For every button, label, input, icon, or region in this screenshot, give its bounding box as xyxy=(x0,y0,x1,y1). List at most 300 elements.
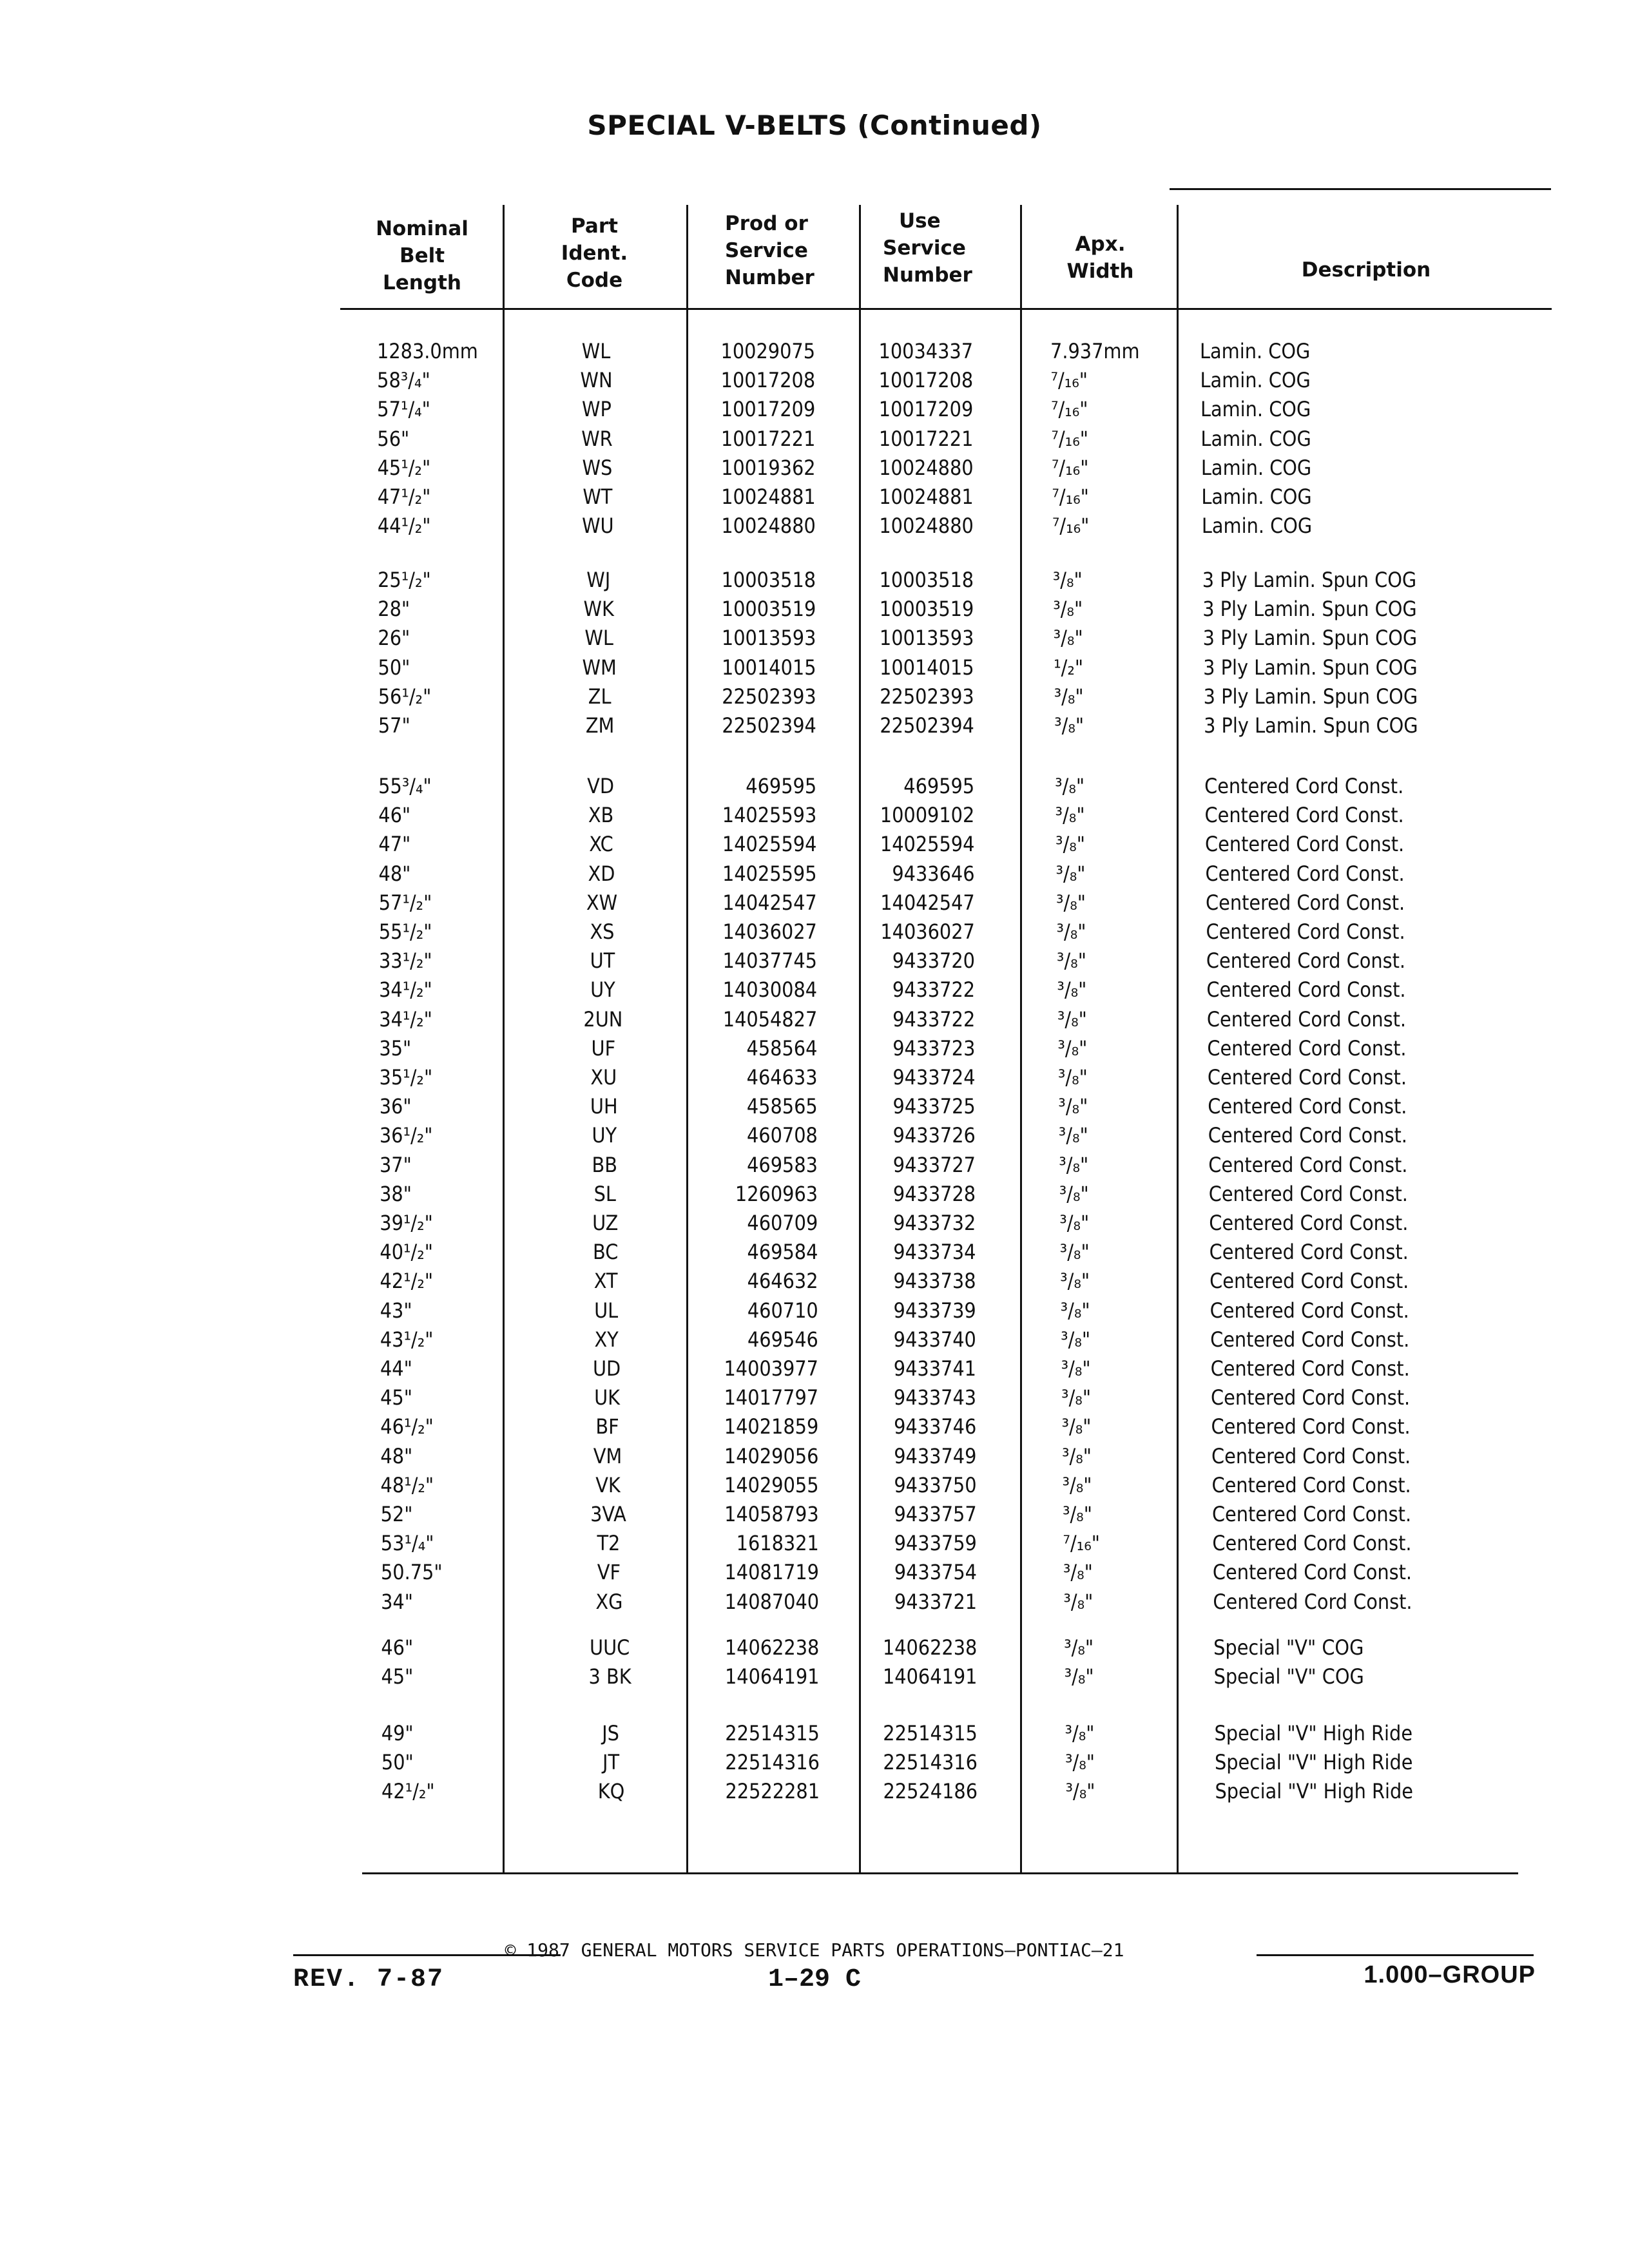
cell-code: XC xyxy=(589,832,613,857)
cell-length: 44¹/₂" xyxy=(377,514,431,539)
cell-width: ³/₈" xyxy=(1055,803,1085,828)
cell-desc: 3 Ply Lamin. Spun COG xyxy=(1202,568,1417,592)
cell-desc: Centered Cord Const. xyxy=(1208,1123,1407,1148)
cell-width: ³/₈" xyxy=(1065,1750,1095,1775)
cell-width: ⁷/₁₆" xyxy=(1052,485,1089,509)
cell-desc: Centered Cord Const. xyxy=(1210,1327,1410,1352)
cell-prod: 22522281 xyxy=(725,1779,820,1804)
cell-code: WU xyxy=(582,514,614,539)
cell-length: 48¹/₂" xyxy=(380,1472,434,1497)
column-divider-2 xyxy=(686,205,688,1874)
cell-desc: Centered Cord Const. xyxy=(1209,1211,1409,1235)
cell-length: 50" xyxy=(381,1750,414,1775)
cell-prod: 464633 xyxy=(746,1065,818,1090)
cell-code: BF xyxy=(595,1414,619,1439)
cell-desc: Centered Cord Const. xyxy=(1208,1152,1408,1177)
cell-desc: 3 Ply Lamin. Spun COG xyxy=(1204,713,1418,738)
cell-prod: 10003519 xyxy=(721,597,816,622)
cell-width: ³/₈" xyxy=(1060,1269,1090,1294)
cell-prod: 10014015 xyxy=(722,655,816,680)
cell-prod: 14017797 xyxy=(724,1385,819,1410)
cell-desc: 3 Ply Lamin. Spun COG xyxy=(1203,655,1418,680)
cell-use: 9433720 xyxy=(892,948,975,974)
cell-prod: 10003518 xyxy=(721,568,816,592)
cell-desc: Centered Cord Const. xyxy=(1206,977,1406,1003)
header-prod-service-number: Prod or Service Number xyxy=(725,212,815,289)
cell-desc: Centered Cord Const. xyxy=(1211,1443,1411,1468)
cell-length: 43" xyxy=(380,1298,412,1323)
cell-use: 9433746 xyxy=(894,1414,977,1439)
cell-code: WT xyxy=(583,485,613,509)
cell-width: 7.937mm xyxy=(1050,339,1140,363)
cell-prod: 14025593 xyxy=(722,803,817,828)
cell-width: ³/₈" xyxy=(1065,1779,1095,1804)
cell-width: ³/₈" xyxy=(1052,568,1083,592)
cell-length: 57¹/₄" xyxy=(377,397,430,422)
cell-length: 47¹/₂" xyxy=(377,485,431,509)
cell-desc: Centered Cord Const. xyxy=(1207,1035,1407,1061)
header-apx-width: Apx. Width xyxy=(1066,233,1134,283)
cell-width: ³/₈" xyxy=(1053,626,1083,651)
cell-length: 45" xyxy=(380,1385,412,1410)
cell-width: ³/₈" xyxy=(1063,1560,1093,1585)
cell-code: T2 xyxy=(597,1531,621,1556)
cell-length: 37" xyxy=(379,1152,412,1177)
cell-prod: 14081719 xyxy=(724,1560,819,1585)
cell-length: 46" xyxy=(378,803,411,828)
cell-desc: Centered Cord Const. xyxy=(1212,1560,1412,1585)
cell-width: ³/₈" xyxy=(1061,1356,1091,1381)
cell-code: XW xyxy=(586,890,618,915)
cell-code: WS xyxy=(582,455,613,480)
cell-width: ³/₈" xyxy=(1059,1152,1089,1177)
cell-code: UD xyxy=(592,1356,621,1381)
cell-use: 9433739 xyxy=(893,1298,976,1323)
cell-prod: 14064191 xyxy=(724,1664,820,1689)
cell-desc: Centered Cord Const. xyxy=(1205,890,1405,915)
cell-code: BB xyxy=(592,1152,617,1177)
cell-code: UY xyxy=(592,1123,617,1148)
cell-use: 9433743 xyxy=(893,1385,977,1410)
cell-desc: Centered Cord Const. xyxy=(1208,1181,1408,1206)
cell-use: 9433727 xyxy=(892,1152,976,1177)
cell-code: WJ xyxy=(586,568,611,592)
cell-desc: Centered Cord Const. xyxy=(1210,1298,1409,1323)
cell-use: 469595 xyxy=(903,774,975,798)
cell-use: 10003518 xyxy=(879,568,974,592)
cell-use: 10014015 xyxy=(880,655,974,680)
cell-code: UK xyxy=(594,1385,621,1410)
cell-use: 10017208 xyxy=(878,368,974,393)
cell-width: ³/₈" xyxy=(1065,1721,1095,1745)
cell-use: 10013593 xyxy=(879,626,974,651)
cell-code: UF xyxy=(591,1035,616,1061)
cell-code: WL xyxy=(581,339,611,363)
cell-use: 22514315 xyxy=(883,1721,978,1745)
cell-code: UUC xyxy=(589,1635,630,1660)
cell-length: 42¹/₂" xyxy=(380,1269,434,1294)
cell-code: 3 BK xyxy=(588,1664,631,1689)
cell-code: UY xyxy=(590,977,615,1003)
cell-width: ³/₈" xyxy=(1064,1664,1094,1689)
cell-use: 10024880 xyxy=(879,455,974,480)
cell-code: KQ xyxy=(597,1779,625,1804)
cell-length: 53¹/₄" xyxy=(380,1531,434,1556)
cell-length: 56" xyxy=(377,426,410,451)
cell-use: 9433750 xyxy=(894,1472,977,1497)
cell-prod: 10029075 xyxy=(720,339,815,363)
cell-width: ³/₈" xyxy=(1064,1635,1094,1660)
cell-length: 36" xyxy=(379,1094,412,1119)
cell-prod: 1618321 xyxy=(736,1531,819,1556)
cell-length: 34" xyxy=(381,1589,413,1614)
cell-desc: Centered Cord Const. xyxy=(1206,1006,1407,1032)
cell-code: XS xyxy=(590,919,615,944)
table-bottom-rule xyxy=(362,1872,1518,1874)
cell-desc: Lamin. COG xyxy=(1201,514,1313,539)
cell-use: 9433722 xyxy=(892,977,976,1003)
cell-code: VF xyxy=(597,1560,621,1585)
cell-code: UH xyxy=(590,1094,618,1119)
cell-prod: 469583 xyxy=(747,1152,818,1177)
cell-prod: 22514315 xyxy=(725,1721,820,1745)
cell-desc: Lamin. COG xyxy=(1200,368,1311,393)
cell-use: 9433741 xyxy=(893,1356,976,1381)
cell-width: ³/₈" xyxy=(1055,890,1086,915)
cell-desc: Centered Cord Const. xyxy=(1213,1589,1412,1614)
cell-use: 9433740 xyxy=(893,1327,976,1352)
cell-code: XD xyxy=(588,861,615,886)
cell-prod: 460708 xyxy=(746,1123,818,1148)
cell-width: ³/₈" xyxy=(1053,597,1083,622)
cell-code: XB xyxy=(588,803,614,828)
cell-desc: Centered Cord Const. xyxy=(1210,1356,1410,1381)
cell-width: ³/₈" xyxy=(1062,1472,1092,1497)
cell-length: 33¹/₂" xyxy=(378,948,432,974)
cell-length: 25¹/₂" xyxy=(378,568,431,592)
cell-desc: Centered Cord Const. xyxy=(1208,1094,1407,1119)
header-description: Description xyxy=(1301,258,1431,282)
cell-desc: 3 Ply Lamin. Spun COG xyxy=(1203,684,1418,709)
cell-code: UL xyxy=(594,1298,619,1323)
cell-prod: 469546 xyxy=(747,1327,818,1352)
cell-length: 26" xyxy=(378,626,410,651)
cell-width: ³/₈" xyxy=(1062,1502,1092,1526)
cell-code: XY xyxy=(594,1327,619,1352)
cell-prod: 14087040 xyxy=(724,1589,820,1614)
cell-prod: 10017221 xyxy=(720,426,816,451)
cell-length: 28" xyxy=(378,597,410,622)
cell-desc: Special "V" High Ride xyxy=(1214,1750,1413,1775)
cell-code: WP xyxy=(582,397,612,422)
cell-code: BC xyxy=(593,1240,619,1265)
cell-prod: 14029056 xyxy=(724,1443,819,1468)
cell-desc: Centered Cord Const. xyxy=(1211,1472,1411,1497)
cell-width: ³/₈" xyxy=(1061,1327,1091,1352)
cell-use: 14042547 xyxy=(880,890,975,915)
cell-code: XG xyxy=(595,1589,623,1614)
cell-prod: 14029055 xyxy=(724,1472,819,1497)
cell-length: 38" xyxy=(380,1181,412,1206)
cell-use: 14036027 xyxy=(880,919,975,944)
cell-code: XU xyxy=(590,1065,617,1090)
cell-length: 42¹/₂" xyxy=(381,1779,435,1804)
cell-length: 46¹/₂" xyxy=(380,1414,434,1439)
cell-width: ³/₈" xyxy=(1054,713,1084,738)
cell-width: ³/₈" xyxy=(1055,861,1086,886)
cell-code: VM xyxy=(593,1443,622,1468)
cell-width: ³/₈" xyxy=(1059,1240,1090,1265)
cell-width: ³/₈" xyxy=(1059,1211,1090,1235)
cell-use: 9433757 xyxy=(894,1502,977,1526)
cell-width: ³/₈" xyxy=(1063,1589,1094,1614)
cell-prod: 14021859 xyxy=(724,1414,819,1439)
cell-width: ³/₈" xyxy=(1059,1181,1089,1206)
cell-length: 1283.0mm xyxy=(377,339,478,363)
cell-prod: 458565 xyxy=(746,1094,818,1119)
cell-desc: Centered Cord Const. xyxy=(1211,1502,1412,1526)
revision-label: REV. 7-87 xyxy=(293,1965,445,1994)
cell-use: 14062238 xyxy=(882,1635,978,1660)
cell-prod: 458564 xyxy=(746,1035,818,1061)
cell-code: VK xyxy=(595,1472,621,1497)
cell-use: 9433722 xyxy=(892,1006,976,1032)
cell-length: 47" xyxy=(378,832,411,857)
cell-desc: Lamin. COG xyxy=(1200,426,1311,451)
cell-width: ³/₈" xyxy=(1056,948,1086,974)
cell-code: WR xyxy=(581,426,613,451)
cell-length: 56¹/₂" xyxy=(378,684,432,709)
cell-desc: Lamin. COG xyxy=(1201,485,1312,509)
cell-use: 9433759 xyxy=(894,1531,977,1556)
cell-prod: 1260963 xyxy=(735,1181,818,1206)
cell-use: 9433646 xyxy=(892,861,975,886)
cell-width: ³/₈" xyxy=(1057,1065,1088,1090)
cell-use: 22514316 xyxy=(883,1750,978,1775)
cell-length: 57" xyxy=(378,713,410,738)
cell-prod: 464632 xyxy=(747,1269,818,1294)
cell-code: SL xyxy=(593,1181,616,1206)
cell-width: ³/₈" xyxy=(1056,919,1086,944)
cell-length: 44" xyxy=(380,1356,412,1381)
column-divider-3 xyxy=(859,205,861,1874)
cell-use: 22502394 xyxy=(880,713,974,738)
cell-desc: Centered Cord Const. xyxy=(1206,919,1405,944)
cell-desc: Centered Cord Const. xyxy=(1204,774,1404,798)
cell-desc: Special "V" High Ride xyxy=(1215,1779,1413,1804)
cell-use: 9433738 xyxy=(893,1269,976,1294)
cell-length: 40¹/₂" xyxy=(380,1240,434,1265)
cell-prod: 10017208 xyxy=(720,368,816,393)
cell-prod: 14003977 xyxy=(724,1356,818,1381)
cell-desc: Lamin. COG xyxy=(1200,339,1311,363)
cell-width: ⁷/₁₆" xyxy=(1051,455,1089,480)
cell-desc: 3 Ply Lamin. Spun COG xyxy=(1202,597,1417,622)
cell-width: ⁷/₁₆" xyxy=(1050,368,1088,393)
cell-desc: Special "V" High Ride xyxy=(1214,1721,1413,1745)
group-label: 1.000–GROUP xyxy=(1364,1961,1536,1988)
cell-width: ³/₈" xyxy=(1061,1385,1092,1410)
cell-desc: Centered Cord Const. xyxy=(1204,803,1404,828)
cell-width: ⁷/₁₆" xyxy=(1063,1531,1100,1556)
cell-desc: Centered Cord Const. xyxy=(1211,1414,1411,1439)
cell-code: 2UN xyxy=(583,1006,623,1032)
footer-copyright: © 1987 GENERAL MOTORS SERVICE PARTS OPERATIONS—PONTIAC—21 xyxy=(505,1939,1124,1961)
cell-length: 55³/₄" xyxy=(378,774,432,798)
cell-desc: Special "V" COG xyxy=(1213,1635,1364,1660)
cell-length: 58³/₄" xyxy=(377,368,430,393)
cell-code: WK xyxy=(583,597,614,622)
cell-code: WM xyxy=(582,655,617,680)
cell-desc: Centered Cord Const. xyxy=(1205,832,1405,857)
cell-length: 48" xyxy=(380,1443,413,1468)
cell-length: 55¹/₂" xyxy=(378,919,432,944)
cell-desc: Centered Cord Const. xyxy=(1206,948,1406,974)
cell-use: 9433724 xyxy=(892,1065,976,1090)
cell-prod: 10017209 xyxy=(720,397,816,422)
column-divider-4 xyxy=(1020,205,1022,1874)
cell-width: ³/₈" xyxy=(1054,684,1084,709)
cell-length: 34¹/₂" xyxy=(379,1006,432,1032)
cell-use: 10017221 xyxy=(878,426,974,451)
cell-width: ¹/₂" xyxy=(1054,655,1084,680)
cell-code: WL xyxy=(584,626,613,651)
page-title: SPECIAL V-BELTS (Continued) xyxy=(587,110,1042,141)
cell-prod: 10013593 xyxy=(721,626,816,651)
cell-code: ZM xyxy=(585,713,615,738)
cell-length: 36¹/₂" xyxy=(379,1123,433,1148)
cell-code: 3VA xyxy=(590,1502,626,1526)
cell-prod: 14037745 xyxy=(722,948,817,974)
cell-desc: Lamin. COG xyxy=(1200,397,1311,422)
cell-length: 52" xyxy=(380,1502,413,1526)
cell-desc: Special "V" COG xyxy=(1213,1664,1364,1689)
cell-use: 10009102 xyxy=(880,803,975,828)
cell-length: 45¹/₂" xyxy=(377,455,431,480)
cell-code: WN xyxy=(580,368,613,393)
cell-prod: 14042547 xyxy=(722,890,817,915)
cell-code: JT xyxy=(602,1750,620,1775)
cell-use: 9433723 xyxy=(892,1035,976,1061)
cell-use: 9433732 xyxy=(893,1211,976,1235)
cell-prod: 460710 xyxy=(747,1298,818,1323)
cell-prod: 14036027 xyxy=(722,919,817,944)
cell-length: 45" xyxy=(381,1664,414,1689)
cell-prod: 10024881 xyxy=(721,485,816,509)
cell-use: 22502393 xyxy=(880,684,974,709)
cell-use: 9433749 xyxy=(894,1443,977,1468)
cell-desc: Centered Cord Const. xyxy=(1205,861,1405,886)
cell-width: ³/₈" xyxy=(1055,774,1085,798)
cell-prod: 460709 xyxy=(747,1211,818,1235)
cell-width: ³/₈" xyxy=(1058,1123,1088,1148)
cell-use: 9433725 xyxy=(892,1094,976,1119)
cell-code: UZ xyxy=(592,1211,619,1235)
cell-width: ³/₈" xyxy=(1060,1298,1090,1323)
cell-width: ⁷/₁₆" xyxy=(1051,426,1088,451)
header-part-ident-code: Part Ident. Code xyxy=(561,215,628,292)
cell-length: 46" xyxy=(381,1635,414,1660)
cell-use: 9433726 xyxy=(892,1123,976,1148)
cell-length: 49" xyxy=(381,1721,414,1745)
cell-width: ³/₈" xyxy=(1061,1414,1092,1439)
cell-prod: 469584 xyxy=(747,1240,818,1265)
cell-use: 9433734 xyxy=(893,1240,976,1265)
page-number: 1–29 C xyxy=(767,1965,862,1994)
cell-prod: 22514316 xyxy=(725,1750,820,1775)
cell-code: UT xyxy=(590,948,615,974)
cell-prod: 22502393 xyxy=(722,684,816,709)
cell-prod: 14025594 xyxy=(722,832,817,857)
cell-desc: Centered Cord Const. xyxy=(1210,1269,1409,1294)
cell-length: 50.75" xyxy=(380,1560,443,1585)
cell-length: 50" xyxy=(378,655,410,680)
cell-code: VD xyxy=(587,774,614,798)
cell-code: JS xyxy=(602,1721,619,1745)
cell-prod: 14058793 xyxy=(724,1502,819,1526)
cell-code: ZL xyxy=(588,684,612,709)
cell-use: 10034337 xyxy=(878,339,973,363)
cell-prod: 10024880 xyxy=(721,514,816,539)
cell-width: ³/₈" xyxy=(1057,1006,1087,1032)
cell-prod: 22502394 xyxy=(722,713,816,738)
cell-length: 34¹/₂" xyxy=(379,977,432,1003)
table-top-rule xyxy=(1170,188,1551,190)
cell-width: ³/₈" xyxy=(1057,1035,1088,1061)
cell-width: ⁷/₁₆" xyxy=(1052,514,1090,539)
cell-use: 9433754 xyxy=(894,1560,977,1585)
cell-width: ⁷/₁₆" xyxy=(1050,397,1088,422)
cell-desc: Lamin. COG xyxy=(1200,455,1312,480)
cell-use: 14064191 xyxy=(882,1664,978,1689)
cell-length: 35" xyxy=(379,1035,412,1061)
cell-use: 10017209 xyxy=(878,397,974,422)
header-nominal-belt-length: Nominal Belt Length xyxy=(376,217,468,294)
cell-code: XT xyxy=(593,1269,618,1294)
cell-use: 22524186 xyxy=(883,1779,978,1804)
cell-desc: 3 Ply Lamin. Spun COG xyxy=(1202,626,1418,651)
cell-use: 9433728 xyxy=(892,1181,976,1206)
cell-length: 48" xyxy=(378,861,411,886)
cell-prod: 14062238 xyxy=(724,1635,820,1660)
cell-length: 39¹/₂" xyxy=(380,1211,433,1235)
cell-width: ³/₈" xyxy=(1057,977,1087,1003)
cell-length: 57¹/₂" xyxy=(378,890,432,915)
cell-desc: Centered Cord Const. xyxy=(1212,1531,1412,1556)
cell-desc: Centered Cord Const. xyxy=(1211,1385,1411,1410)
cell-use: 9433721 xyxy=(894,1589,978,1614)
cell-use: 10024881 xyxy=(879,485,974,509)
cell-use: 14025594 xyxy=(880,832,975,857)
header-use-service-number: Use Service Number xyxy=(883,209,972,287)
cell-width: ³/₈" xyxy=(1055,832,1086,857)
cell-desc: Centered Cord Const. xyxy=(1207,1065,1407,1090)
cell-width: ³/₈" xyxy=(1062,1443,1092,1468)
cell-use: 10003519 xyxy=(879,597,974,622)
cell-width: ³/₈" xyxy=(1058,1094,1088,1119)
cell-length: 43¹/₂" xyxy=(380,1327,434,1352)
cell-length: 35¹/₂" xyxy=(379,1065,433,1090)
cell-prod: 14025595 xyxy=(722,861,817,886)
cell-prod: 469595 xyxy=(746,774,817,798)
cell-desc: Centered Cord Const. xyxy=(1209,1240,1409,1265)
column-divider-5 xyxy=(1177,205,1179,1874)
cell-prod: 14030084 xyxy=(722,977,818,1003)
cell-prod: 14054827 xyxy=(722,1006,818,1032)
cell-use: 10024880 xyxy=(879,514,974,539)
table-header-rule xyxy=(340,308,1552,310)
cell-prod: 10019362 xyxy=(721,455,816,480)
